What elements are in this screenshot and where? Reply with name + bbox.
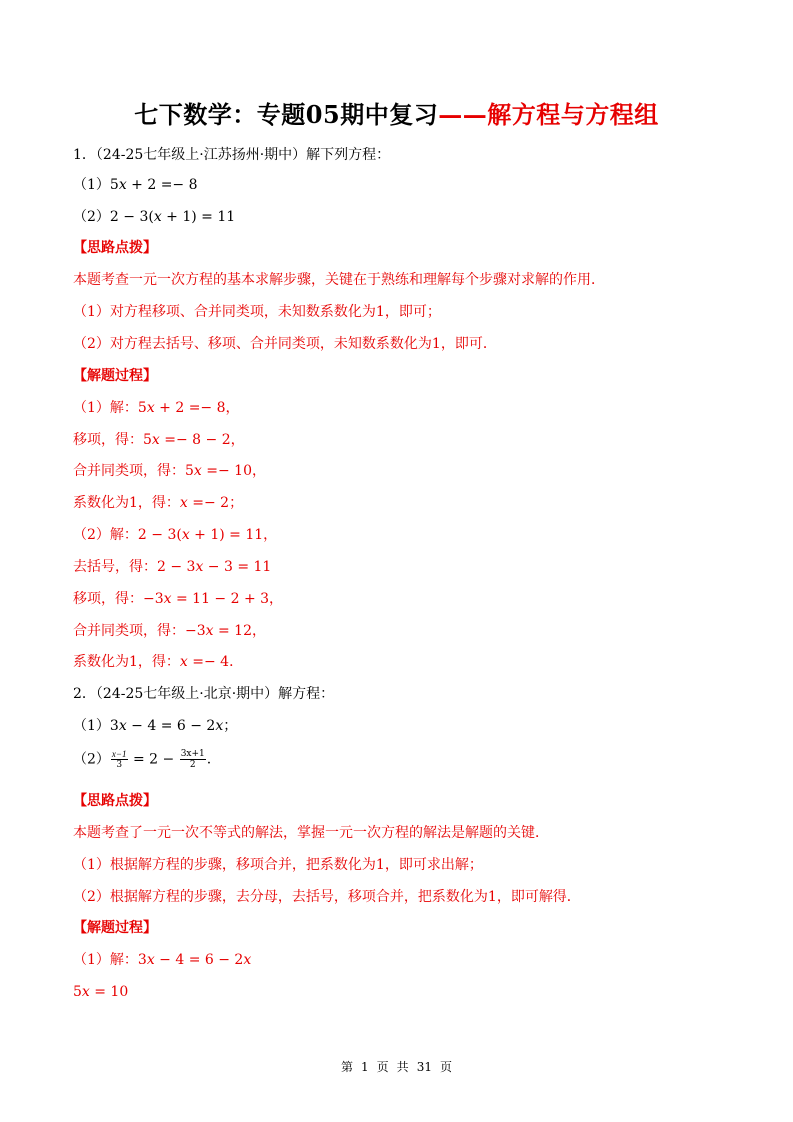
fraction-2-numerator: 3x+1 bbox=[180, 749, 205, 759]
solution-line: 系数化为1，得：𝑥 =− 2； bbox=[73, 495, 244, 511]
fraction-2-denominator: 2 bbox=[189, 760, 196, 770]
question-2-part-2 bbox=[73, 749, 211, 770]
question-1-stem: 1．（24-25七年级上·江苏扬州·期中）解下列方程： bbox=[73, 147, 391, 163]
page-footer bbox=[0, 1059, 793, 1075]
solution-line: 移项，得：−3𝑥 = 11 − 2 + 3， bbox=[73, 591, 284, 607]
footer-total-pages: 31 bbox=[416, 1060, 432, 1074]
hint-part-2-2: （2）根据解方程的步骤，去分母，去括号，移项合并，把系数化为1，即可解得． bbox=[73, 889, 581, 905]
hint-header: 【思路点拨】 bbox=[73, 240, 157, 256]
fraction-2 bbox=[180, 749, 206, 770]
footer-mid1: 页 bbox=[376, 1060, 389, 1074]
solution-header: 【解题过程】 bbox=[73, 368, 157, 384]
hint-part-2: （2）对方程去括号、移项、合并同类项，未知数系数化为1，即可． bbox=[73, 336, 497, 352]
question-1-part-1: （1）5𝑥 + 2 =− 8 bbox=[73, 177, 198, 193]
solution-line: 5𝑥 = 10 bbox=[73, 984, 129, 1000]
footer-page-number: 1 bbox=[361, 1060, 369, 1074]
solution-line: （1）解：3𝑥 − 4 = 6 − 2𝑥 bbox=[73, 952, 252, 968]
fraction-line-prefix: （2） bbox=[73, 751, 110, 768]
hint-text-2: 本题考查了一元一次不等式的解法，掌握一元一次方程的解法是解题的关键． bbox=[73, 825, 549, 841]
solution-line: 移项，得：5𝑥 =− 8 − 2， bbox=[73, 432, 245, 448]
title-main: 七下数学：专题05期中复习 bbox=[134, 100, 439, 129]
solution-line: 去括号，得：2 − 3𝑥 − 3 = 11 bbox=[73, 559, 272, 575]
hint-text: 本题考查一元一次方程的基本求解步骤，关键在于熟练和理解每个步骤对求解的作用． bbox=[73, 272, 605, 288]
solution-header-2: 【解题过程】 bbox=[73, 920, 157, 936]
question-2-part-1: （1）3𝑥 − 4 = 6 − 2𝑥； bbox=[73, 718, 238, 734]
footer-post: 页 bbox=[439, 1060, 452, 1074]
solution-line: （1）解：5𝑥 + 2 =− 8， bbox=[73, 400, 240, 416]
solution-line: （2）解：2 − 3(𝑥 + 1) = 11， bbox=[73, 527, 278, 543]
question-1-part-2: （2）2 − 3(𝑥 + 1) = 11 bbox=[73, 209, 236, 225]
page-title bbox=[0, 98, 793, 132]
hint-header-2: 【思路点拨】 bbox=[73, 793, 157, 809]
fraction-line-suffix: . bbox=[206, 751, 212, 768]
footer-pre: 第 bbox=[341, 1060, 354, 1074]
solution-line: 合并同类项，得：−3𝑥 = 12， bbox=[73, 623, 266, 639]
hint-part-1: （1）对方程移项、合并同类项，未知数系数化为1，即可； bbox=[73, 304, 441, 320]
fraction-line-middle: = 2 − bbox=[132, 751, 175, 768]
fraction-1-numerator: x−1 bbox=[111, 749, 127, 759]
solution-line: 合并同类项，得：5𝑥 =− 10， bbox=[73, 463, 266, 479]
footer-mid2: 共 bbox=[396, 1060, 409, 1074]
fraction-1-denominator: 3 bbox=[116, 760, 123, 770]
question-2-stem: 2．（24-25七年级上·北京·期中）解方程： bbox=[73, 686, 335, 702]
fraction-1 bbox=[111, 749, 128, 770]
solution-line: 系数化为1，得：𝑥 =− 4． bbox=[73, 654, 244, 670]
hint-part-1-2: （1）根据解方程的步骤，移项合并，把系数化为1，即可求出解； bbox=[73, 857, 483, 873]
title-highlight: ——解方程与方程组 bbox=[438, 100, 659, 129]
